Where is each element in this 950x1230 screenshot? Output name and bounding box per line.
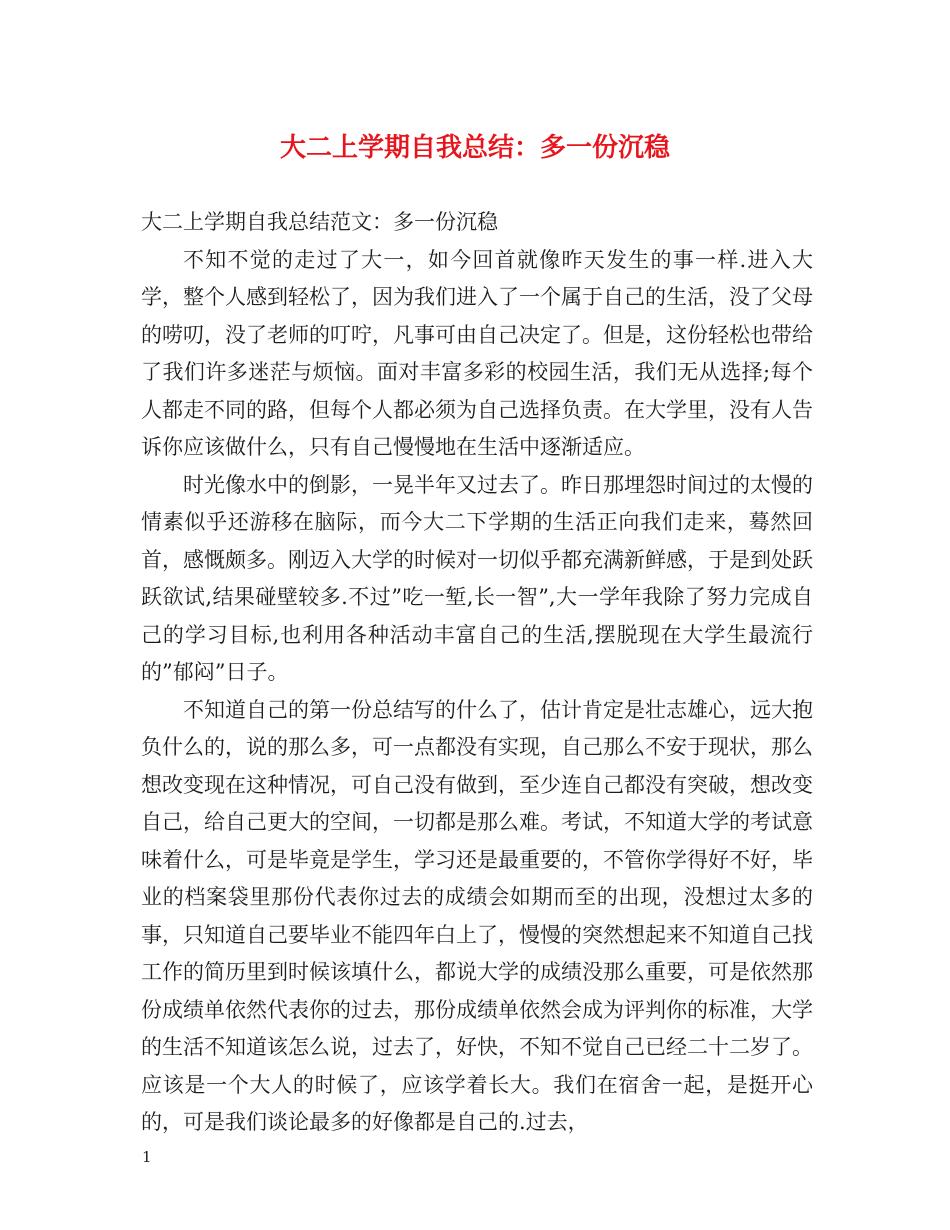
paragraph-3: 不知道自己的第一份总结写的什么了，估计肯定是壮志雄心，远大抱负什么的，说的那么多，可一点都没有实现，自己那么不安于现状，那么想改变现在这种情况，可自己没有做到，至少连自己都没有突破，想改变自己，给自己更大的空间，一切都是那么难。考试，不知道大学的考试意味着什么，可是毕竟是学生，学习还是最重要的，不管你学得好不好，毕业的档案袋里那份代表你过去的成绩会如期而至的出现，没想过太多的事，只知道自己要毕业不能四年白上了，慢慢的突然想起来不知道自己找工作的简历里到时候该填什么，都说大学的成绩没那么重要，可是依然那份成绩单依然代表你的过去，那份成绩单依然会成为评判你的标准，大学的生活不知道该怎么说，过去了，好快，不知不觉自己已经二十二岁了。应该是一个大人的时候了，应该学着长大。我们在宿舍一起，是挺开心的，可是我们谈论最多的好像都是自己的.过去， <box>141 697 813 1134</box>
document-subtitle: 大二上学期自我总结范文：多一份沉稳 <box>141 210 498 234</box>
paragraph-1: 不知不觉的走过了大一，如今回首就像昨天发生的事一样.进入大学，整个人感到轻松了，因为我们进入了一个属于自己的生活，没了父母的唠叨，没了老师的叮咛，凡事可由自己决定了。但是，这份轻松也带给了我们许多迷茫与烦恼。面对丰富多彩的校园生活，我们无从选择;每个人都走不同的路，但每个人都必须为自己选择负责。在大学里，没有人告诉你应该做什么，只有自己慢慢地在生活中逐渐适应。 <box>141 247 813 459</box>
document-body <box>141 204 813 1142</box>
document-title: 大二上学期自我总结：多一份沉稳 <box>279 133 670 163</box>
paragraph-2: 时光像水中的倒影，一晃半年又过去了。昨日那埋怨时间过的太慢的情素似乎还游移在脑际，而今大二下学期的生活正向我们走来，蓦然回首，感慨颇多。刚迈入大学的时候对一切似乎都充满新鲜感，于是到处跃跃欲试,结果碰壁较多.不过”吃一堑,长一智”,大一学年我除了努力完成自己的学习目标,也利用各种活动丰富自己的生活,摆脱现在大学生最流行的”郁闷”日子。 <box>141 472 813 684</box>
page-number: 1 <box>142 1148 152 1166</box>
